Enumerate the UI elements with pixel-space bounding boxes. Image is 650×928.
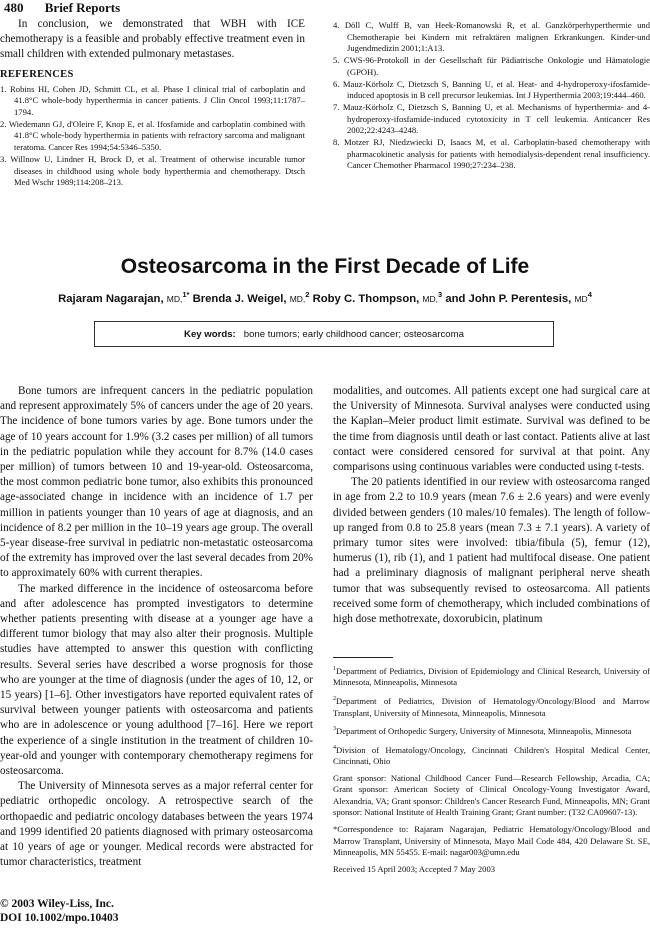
author: Brenda J. Weigel, MD,$^2$ [192, 290, 310, 305]
reference-item: 2. Wiedemann GJ, d'Oleire F, Knop E, et al. Ifosfamide and carboplatin combined with 41.8°C whole-body hyperthermia in patients with refractory sarcoma and malignant teratoma. Cancer Res 1994;54:5346–5350. [0, 118, 305, 153]
author-line [0, 290, 650, 305]
correspondence-footnote: *Correspondence to: Rajaram Nagarajan, Pediatric Hematology/Oncology/Blood and Marrow Transplant, University of Minnesota, Mayo Mail Code 484, 420 Delaware St. SE, Minneapolis, MN 55455. E-mail: nagar003@umn.edu [333, 823, 650, 858]
doi: DOI 10.1002/mpo.10403 [0, 912, 119, 924]
running-header [4, 0, 138, 16]
reference-item: 3. Willnow U, Lindner H, Brock D, et al. Treatment of otherwise incurable tumor diseases in childhood using whole body hyperthermia and chemotherapy. Dtsch Med Wschr 1989;114:208–213. [0, 153, 305, 188]
section-title: Brief Reports [44, 0, 121, 15]
body-paragraph: The marked difference in the incidence of osteosarcoma before and after adolescence has prompted investigators to determine whether patients presenting with disease at a younger age have a different tumor biology that may also alter their prognosis. Multiple studies have attempted to answer this question with conflicting results. Several series have described a worse prognosis for those who are younger at the time of diagnosis (under the ages of 10, 12, or 15 years) [1–6]. Other investigators have reported equivalent rates of survival between younger patients with osteosarcoma and patients who are in adolescence or young adulthood [7–16]. Here we report the experience of a single institution in the treatment of children 10-year-old and younger with contemporary chemotherapy regimens for osteosarcoma. [0, 582, 313, 778]
reference-item: 6. Mauz-Körholz C, Dietzsch S, Banning U, et al. Heat- and 4-hydroperoxy-ifosfamide-induced apoptosis in B cell precursor leukemias. Int J Hyperthermia 2003;19:444–460. [333, 78, 650, 101]
body-paragraph: Bone tumors are infrequent cancers in the pediatric population and represent approximately 5% of cancers under the age of 20 years. The incidence of bone tumors varies by age. Bone tumors under the age of 10 years account for 1.9% (3.2 cases per million) of all tumors in the pediatric population while they account for 8.7% (14.0 cases per million) of tumors between 10 and 19-year-old. Osteosarcoma, the most common pediatric bone tumor, also exhibits this pronounced age-associated change in incidence with an incidence of 1.7 per million in patients younger than 10 years of age at diagnosis, and an incidence of 8.2 per million in the 10–19 years age group. The overall 5-year disease-free survival in pediatric non-metastatic osteosarcoma of the extremity has improved over the last several decades from 20% to approximately 60% with current therapies. [0, 385, 313, 580]
received-date: Received 15 April 2003; Accepted 7 May 2003 [333, 863, 496, 874]
keywords-label: Key words: [184, 328, 236, 340]
reference-item: 8. Motzer RJ, Niedzwiecki D, Isaacs M, et al. Carboplatin-based chemotherapy with pharmacokinetic analysis for patients with hemodialysis-dependent renal insufficiency. Cancer Chemother Pharmacol 1990;27:234–238. [333, 137, 650, 171]
page-number: 480 [4, 0, 24, 15]
reference-item: 1. Robins HI, Cohen JD, Schmitt CL, et al. Phase I clinical trial of carboplatin and 41.8°C whole-body hyperthermia in cancer patients. J Clin Oncol 1993;11:1787–1794. [0, 83, 305, 118]
author: Rajaram Nagarajan, MD,$^{1*}$ [58, 290, 190, 305]
reference-item: 4. Döll C, Wulff B, van Heek-Romanowski R, et al. Ganzkörperhyperthermie und Chemotherapie bei Kindern mit refraktären malignen Erkrankungen. Kinder-und Jugendmedizin 2001;1:A13. [333, 20, 650, 54]
reference-item: 7. Mauz-Körholz C, Dietzsch S, Banning U, et al. Mechanisms of hyperthermia- and 4-hydroperoxy-ifosfamide-induced cytotoxicity in T cell leukemia. Anticancer Res 2002;22:4243–4248. [333, 101, 650, 136]
copyright: © 2003 Wiley-Liss, Inc. [0, 898, 114, 910]
keywords-text: bone tumors; early childhood cancer; osteosarcoma [243, 328, 464, 340]
prev-article-left-column [0, 17, 305, 189]
affiliation-footnote: $^2$Department of Pediatrics, Division of Hematology/Oncology/Blood and Marrow Transplant, University of Minnesota, Minneapolis, Minnesota [333, 695, 650, 718]
prev-conclusion: In conclusion, we demonstrated that WBH with ICE chemotherapy is a feasible and probably effective treatment even in small children with extended pulmonary metastases. [0, 18, 305, 61]
footnote-divider [333, 657, 393, 658]
keywords-box [94, 321, 554, 347]
body-paragraph: The University of Minnesota serves as a major referral center for pediatric orthopedic oncology. A retrospective search of the orthopaedic and pediatric oncology databases between the years 1974 and 1999 identified 20 patients diagnosed with primary osteosarcoma at 10 years of age or younger. Medical records were abstracted for tumor characteristics, treatment [0, 780, 313, 869]
article-left-column [0, 384, 313, 871]
copyright-block [0, 897, 119, 925]
author: and John P. Perentesis, $MD^4$ [445, 290, 592, 305]
grant-footnote: Grant sponsor: National Childhood Cancer Fund—Research Fellowship, Arcadia, CA; Grant sponsor: American Society of Clinical Oncology-Young Investigator Award, Alexandria, VA; Grant sponsor: Children's Cancer Research Fund, Minneapolis, MN; Grant sponsor: National Institute of Health Training Grant; Grant number: (T32 CA09607-13). [333, 772, 650, 818]
affiliation-footnote: $^4$Division of Hematology/Oncology, Cincinnati Children's Hospital Medical Center, Cincinnati, Ohio [333, 744, 650, 766]
article-right-column [333, 384, 650, 627]
prev-article-right-column [333, 20, 650, 172]
body-paragraph: The 20 patients identified in our review with osteosarcoma ranged in age from 2.2 to 10.9 years (mean 7.6 ± 2.6 years) and were evenly divided between genders (10 males/10 females). The length of follow-up ranged from 0.8 to 25.8 years (mean 7.3 ± 7.1 years). A variety of primary tumor sites were involved: tibia/fibula (5), femur (12), humerus (1), rib (1), and 1 patient had multifocal disease. One patient had a preliminary diagnosis of malignant peripheral nerve sheath tumor that was subsequently revised to osteosarcoma. All patients received some form of chemotherapy, which included combinations of high dose methotrexate, doxorubicin, platinum [333, 476, 650, 626]
references-heading: REFERENCES [0, 68, 74, 80]
affiliation-footnote: $^3$Department of Orthopedic Surgery, University of Minnesota, Minneapolis, Minnesota [333, 725, 632, 736]
body-paragraph: modalities, and outcomes. All patients except one had surgical care at the University of Minnesota. Survival analyses were conducted using the Kaplan–Meier product limit estimate. Survival was defined to be the time from diagnosis until death or last contact. Patients alive at last contact were considered censored for survival at that point. Any comparisons using continuous variables were conducted using t-tests. [333, 385, 650, 474]
reference-item: 5. CWS-96-Protokoll in der Gesellschaft für Pädiatrische Onkologie und Hämatologie (GPOH). [333, 55, 650, 77]
article-title: Osteosarcoma in the First Decade of Life [120, 255, 530, 278]
author: Roby C. Thompson, MD,$^3$ [312, 290, 443, 305]
affiliation-footnote: $^1$Department of Pediatrics, Division of Epidemiology and Clinical Research, University of Minnesota, Minneapolis, Minnesota [333, 665, 650, 688]
footnotes [333, 657, 650, 880]
